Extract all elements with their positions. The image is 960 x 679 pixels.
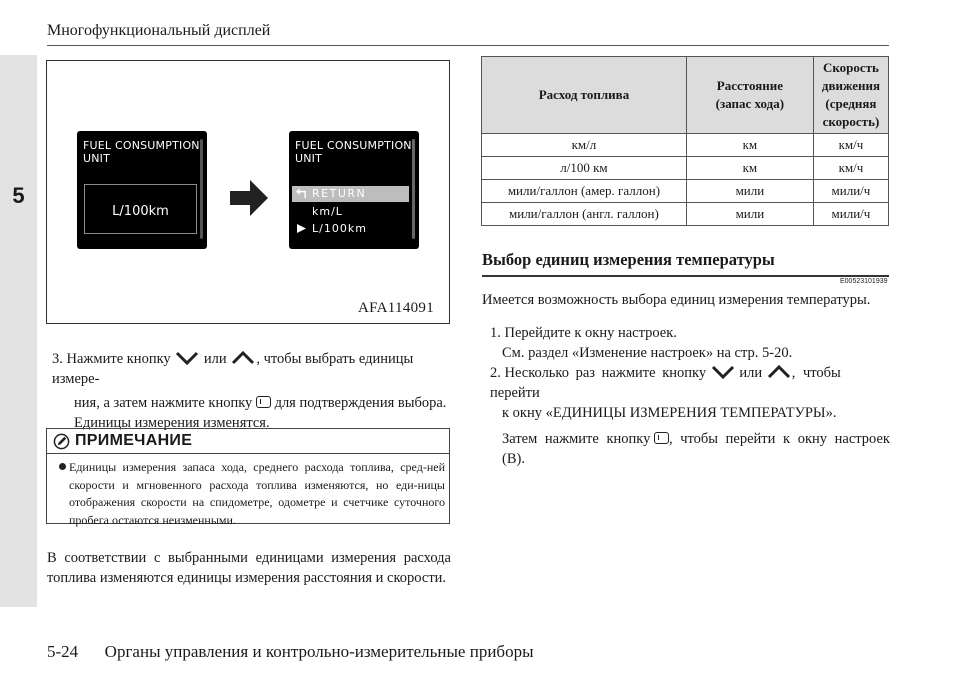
summary-paragraph: В соответствии с выбранными единицами измерения расхода топлива изменяются единицы измерения расстояния и скорости.	[47, 550, 451, 586]
step-text: или	[203, 351, 227, 367]
table-cell: км	[686, 134, 813, 157]
table-cell: км/ч	[813, 134, 888, 157]
table-row	[482, 157, 889, 180]
screen-scrollbar	[200, 139, 203, 239]
play-icon	[297, 224, 306, 233]
table-row	[482, 180, 889, 203]
table-cell: мили/ч	[813, 203, 888, 226]
display-screen-right	[289, 131, 419, 249]
note-pencil-icon	[53, 433, 70, 450]
table-cell: мили	[686, 180, 813, 203]
table-cell: мили	[686, 203, 813, 226]
table-row	[482, 203, 889, 226]
menu-item-return-label: RETURN	[312, 187, 367, 200]
table-cell: мили/ч	[813, 180, 888, 203]
note-header	[47, 429, 449, 454]
page-footer	[47, 642, 534, 662]
section-code: E00523101939	[840, 278, 888, 285]
section-title: Выбор единиц измерения температуры	[482, 250, 775, 269]
table-row	[482, 134, 889, 157]
table-header-row	[482, 57, 889, 134]
section-divider	[482, 275, 889, 277]
page-number: 5-24	[47, 642, 79, 661]
step-3	[52, 349, 452, 433]
figure-code: AFA114091	[358, 300, 435, 316]
step-number: 3.	[52, 351, 63, 367]
screen-title-line1: FUEL CONSUMPTION	[295, 139, 412, 152]
step-text: , чтобы выбрать единицы измере-	[52, 351, 414, 387]
table-cell: км/л	[482, 134, 687, 157]
step-text: ния, а затем нажмите кнопку	[74, 395, 253, 411]
section-intro: Имеется возможность выбора единиц измерения температуры.	[482, 292, 871, 308]
step-text: См. раздел «Изменение настроек» на стр. 5-20.	[502, 345, 793, 361]
chevron-down-icon	[710, 365, 736, 379]
step-text: Нажмите кнопку	[66, 351, 171, 367]
table-cell: мили/галлон (англ. галлон)	[482, 203, 687, 226]
display-screen-left	[77, 131, 207, 249]
arrow-right-icon	[230, 180, 268, 216]
step-text: , чтобы перейти	[490, 365, 841, 401]
screen-title-line1: FUEL CONSUMPTION	[83, 139, 200, 152]
step-text: Единицы измерения изменятся.	[74, 415, 270, 431]
enter-button-icon	[654, 432, 669, 444]
step-text: , чтобы перейти к окну настроек	[668, 431, 890, 447]
table-cell: км/ч	[813, 157, 888, 180]
step-text: Затем нажмите кнопку	[502, 431, 651, 447]
selected-unit-value: L/100km	[112, 204, 169, 219]
step-text: или	[739, 365, 763, 381]
table-cell: км	[686, 157, 813, 180]
table-header-cell: Расход топлива	[482, 57, 687, 134]
table-cell: мили/галлон (амер. галлон)	[482, 180, 687, 203]
step-text: для подтверждения выбора.	[274, 395, 447, 411]
temp-step-2	[490, 363, 890, 469]
screen-scrollbar	[412, 139, 415, 239]
step-number: 1.	[490, 325, 501, 341]
chevron-up-icon	[230, 351, 256, 365]
chapter-sidebar	[0, 55, 37, 607]
screen-title-line2: UNIT	[83, 152, 111, 165]
enter-button-icon	[256, 396, 271, 408]
chevron-up-icon	[766, 365, 792, 379]
temp-step-1	[490, 323, 890, 363]
note-text: Единицы измерения запаса хода, среднего расхода топлива, сред-ней скорости и мгновенного расхода топлива изменяются, но еди-ницы отображения скорости на спидометре, одометре и счетчике суточного пробега остаются неизменными.	[69, 460, 445, 527]
step-text: Несколько раз нажмите кнопку	[504, 365, 707, 381]
note-box	[46, 428, 450, 527]
table-header-cell: Скорость движения (средняя скорость)	[813, 57, 888, 134]
footer-title: Органы управления и контрольно-измерительные приборы	[104, 642, 534, 661]
chapter-number: 5	[12, 183, 25, 208]
return-arrow-icon	[296, 188, 307, 199]
step-text: Перейдите к окну настроек.	[504, 325, 677, 341]
chevron-down-icon	[174, 351, 200, 365]
note-title: ПРИМЕЧАНИЕ	[75, 432, 193, 449]
table-header-cell: Расстояние (запас хода)	[686, 57, 813, 134]
menu-item-l-100km: L/100km	[312, 222, 367, 235]
screen-title-line2: UNIT	[295, 152, 323, 165]
header-divider	[47, 45, 889, 46]
step-text: (B).	[502, 451, 525, 467]
table-cell: л/100 км	[482, 157, 687, 180]
bullet-icon	[59, 463, 66, 470]
step-text: к окну «ЕДИНИЦЫ ИЗМЕРЕНИЯ ТЕМПЕРАТУРЫ».	[502, 405, 837, 421]
step-number: 2.	[490, 365, 501, 381]
units-table	[481, 56, 889, 226]
page-header-title: Многофункциональный дисплей	[47, 22, 271, 39]
menu-item-km-l: km/L	[312, 205, 343, 218]
